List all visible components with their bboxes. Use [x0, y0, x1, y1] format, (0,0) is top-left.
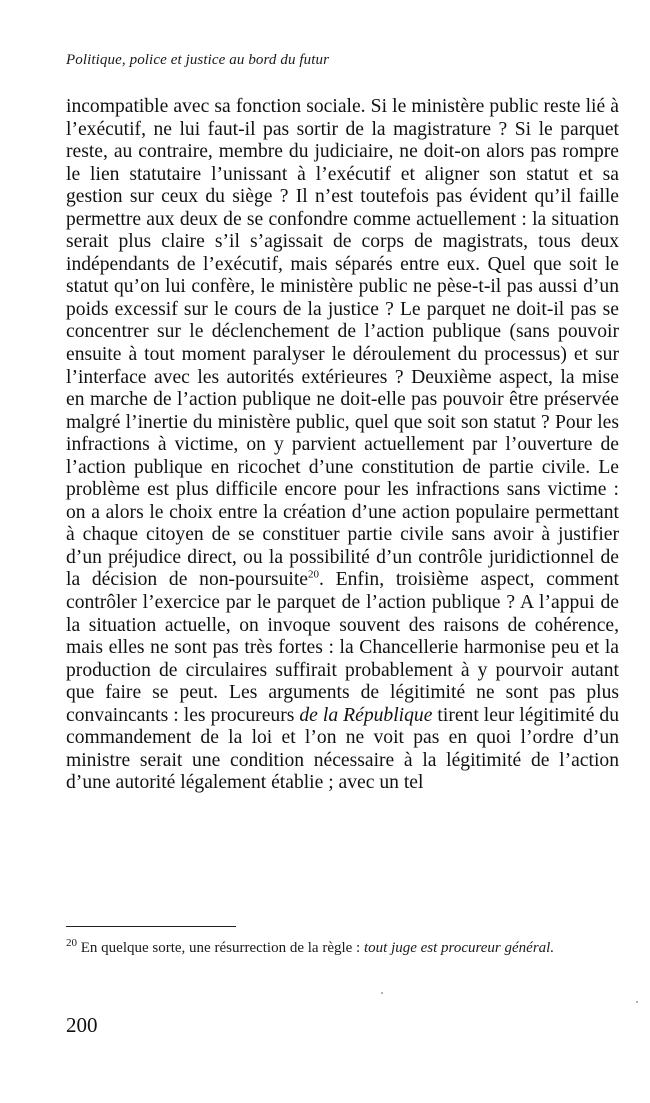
footnote-number: 20 — [66, 937, 77, 949]
running-header: Politique, police et justice au bord du futur — [66, 52, 330, 68]
footnote — [66, 937, 619, 959]
scan-speck — [636, 1001, 638, 1003]
body-text-part-1: incompatible avec sa fonction sociale. Si le ministère public reste lié à l’exécutif, ne lui faut-il pas sortir de la magistrature ? Si le parquet reste, au contraire, membre du judiciaire, ne doit-on alors pas rompre le lien statutaire l’unissant à l’exécutif et aligner son statut et sa gestion sur ceux du siège ? Il n’est toutefois pas évident qu’il faille permettre aux deux de se confondre comme actuellement : la situation serait plus claire s’il s’agissait de corps de magistrats, tous deux indépendants de l’exécutif, mais séparés entre eux. Quel que soit le statut qu’on lui confère, le ministère public ne pèse-t-il pas aussi d’un poids excessif sur le cours de la justice ? Le parquet ne doit-il pas se concentrer sur le déclenchement de l’action publique (sans pouvoir ensuite à tout moment paralyser le déroulement du processus) et sur l’interface avec les autorités extérieures ? Deuxième aspect, la mise en marche de l’action publique ne doit-elle pas pouvoir être préservée malgré l’inertie du ministère public, quel que soit son statut ? Pour les infractions à victime, on y parvient actuellement par l’ouverture de l’action publique en ricochet d’une constitution de partie civile. Le problème est plus difficile encore pour les infractions sans victime : on a alors le choix entre la création d’une action populaire permettant à chaque citoyen de se constituer partie civile sans avoir à justifier d’un préjudice direct, ou la possibilité d’un contrôle juridictionnel de la décision de non-poursuite — [66, 96, 619, 591]
body-text-part-3: tirent leur légitimité du commandement de la loi et l’on ne voit pas en quoi l’ordre d’un ministre serait une condition nécessaire à la légitimité de l’action d’une autorité légalement établie ; avec un tel — [66, 704, 620, 794]
footnote-separator — [66, 926, 236, 927]
body-text-italic: de la République — [299, 704, 433, 726]
body-paragraph — [66, 96, 619, 795]
page-number: 200 — [66, 1013, 98, 1037]
footnote-reference[interactable]: 20 — [308, 568, 320, 581]
scan-speck — [381, 992, 383, 994]
footnote-text: En quelque sorte, une résurrection de la règle : — [77, 940, 364, 956]
footnote-italic-text: tout juge est procureur général. — [363, 940, 555, 956]
body-text-part-2: . Enfin, troisième aspect, comment contrôler l’exercice par le parquet de l’action publique ? A l’appui de la situation actuelle, on invoque souvent des raisons de cohérence, mais elles ne sont pas très fortes : la Chancellerie harmonise peu et la production de circulaires suffirait probablement à y pourvoir autant que faire se peut. Les arguments de légitimité ne sont pas plus convaincants : les procureurs — [66, 569, 619, 726]
